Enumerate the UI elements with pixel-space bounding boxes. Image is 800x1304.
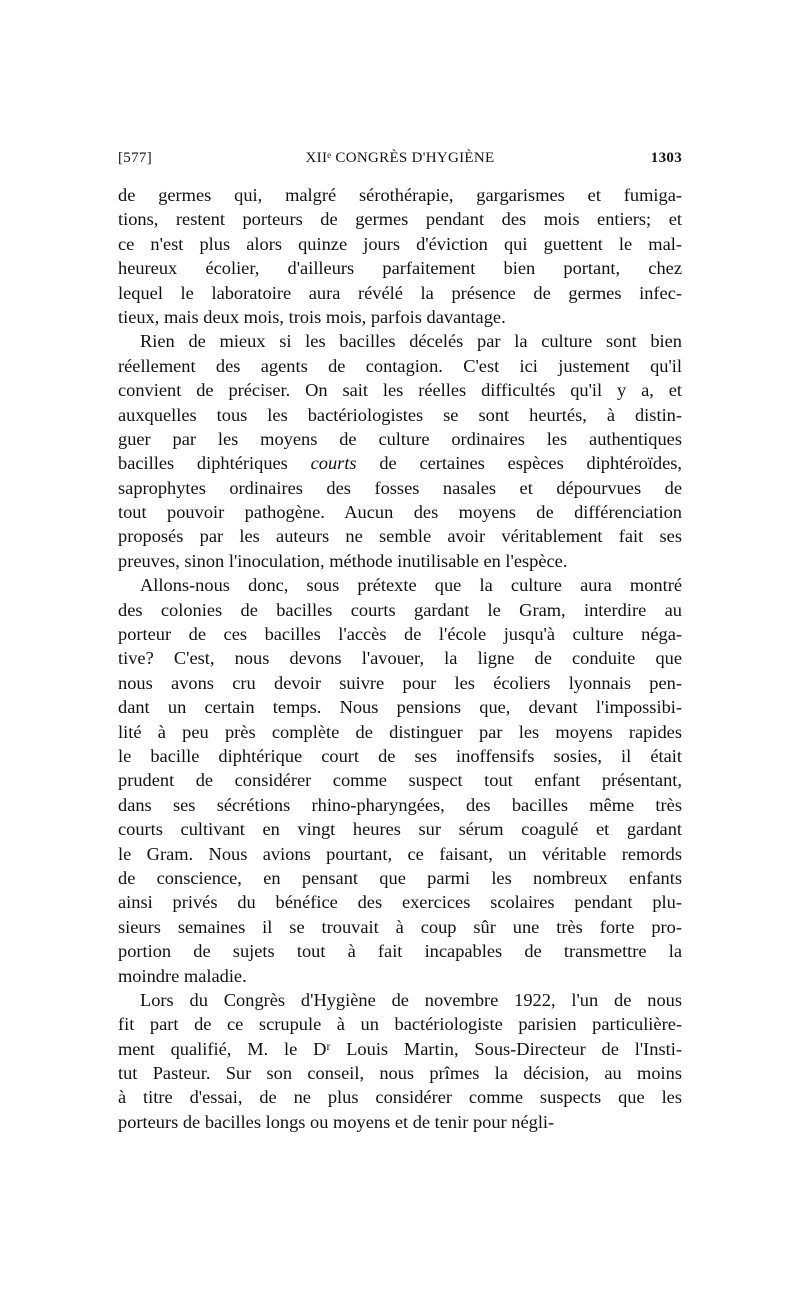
text-line: tieux, mais deux mois, trois mois, parfois davantage.: [118, 306, 506, 327]
text-line: fit part de ce scrupule à un bactériologiste parisien particulière-: [118, 1014, 682, 1035]
text-line: guer par les moyens de culture ordinaires les authentiques: [118, 428, 682, 449]
text-line: de germes qui, malgré sérothérapie, gargarismes et fumiga-: [118, 185, 682, 205]
paragraph: [118, 183, 682, 329]
text-line: ment qualifié, M. le Dʳ Louis Martin, Sous-Directeur de l'Insti-: [118, 1038, 682, 1059]
text-line: Rien de mieux si les bacilles décelés par la culture sont bien: [140, 331, 682, 352]
text-line: de conscience, en pensant que parmi les nombreux enfants: [118, 867, 682, 888]
text-line: proposés par les auteurs ne semble avoir véritablement fait ses: [118, 526, 682, 547]
text-line: ainsi privés du bénéfice des exercices scolaires pendant plu-: [118, 892, 682, 913]
text-line: heureux écolier, d'ailleurs parfaitement bien portant, chez: [118, 258, 682, 279]
paragraph: [118, 329, 682, 573]
text-line: porteur de ces bacilles l'accès de l'école jusqu'à culture néga-: [118, 624, 682, 645]
text-line: nous avons cru devoir suivre pour les écoliers lyonnais pen-: [118, 672, 682, 693]
text-line: le Gram. Nous avions pourtant, ce faisant, un véritable remords: [118, 843, 682, 864]
text-line: preuves, sinon l'inoculation, méthode inutilisable en l'espèce.: [118, 550, 568, 571]
header-bracket-page-ref: [577]: [118, 150, 152, 166]
text-line: tions, restent porteurs de germes pendant des mois entiers; et: [118, 209, 682, 230]
text-line: à titre d'essai, de ne plus considérer comme suspects que les: [118, 1087, 682, 1108]
text-line: courts cultivant en vingt heures sur sérum coagulé et gardant: [118, 819, 682, 840]
text-line: saprophytes ordinaires des fosses nasales et dépourvues de: [118, 477, 682, 498]
text-line: sieurs semaines il se trouvait à coup sûr une très forte pro-: [118, 916, 682, 937]
text-line: Allons-nous donc, sous prétexte que la culture aura montré: [140, 575, 682, 596]
body-text: [118, 183, 682, 1134]
text-line: Lors du Congrès d'Hygiène de novembre 1922, l'un de nous: [140, 989, 682, 1010]
text-line: prudent de considérer comme suspect tout enfant présentant,: [118, 770, 682, 791]
text-line: moindre maladie.: [118, 965, 247, 986]
text-line: tut Pasteur. Sur son conseil, nous prîmes la décision, au moins: [118, 1063, 682, 1084]
text-line: dant un certain temps. Nous pensions que, devant l'impossibi-: [118, 697, 682, 718]
text-line: tive? C'est, nous devons l'avouer, la ligne de conduite que: [118, 648, 682, 669]
text-line: portion de sujets tout à fait incapables de transmettre la: [118, 941, 682, 962]
running-header: [118, 150, 682, 172]
text-line: le bacille diphtérique court de ses inoffensifs sosies, il était: [118, 745, 682, 766]
text-line: tout pouvoir pathogène. Aucun des moyens de différenciation: [118, 502, 682, 523]
text-line: lequel le laboratoire aura révélé la présence de germes infec-: [118, 282, 682, 303]
text-line: réellement des agents de contagion. C'est ici justement qu'il: [118, 355, 682, 376]
text-line: porteurs de bacilles longs ou moyens et de tenir pour négli-: [118, 1111, 555, 1132]
text-line: ce n'est plus alors quinze jours d'éviction qui guettent le mal-: [118, 233, 682, 254]
paragraph: [118, 988, 682, 1134]
header-title: XIIᵉ CONGRÈS D'HYGIÈNE: [305, 150, 495, 166]
paragraph: [118, 573, 682, 988]
page-number: 1303: [650, 150, 682, 166]
text-line: des colonies de bacilles courts gardant le Gram, interdire au: [118, 599, 682, 620]
text-line: bacilles diphtériques courts de certaines espèces diphtéroïdes,: [118, 453, 683, 474]
text-line: lité à peu près complète de distinguer par les moyens rapides: [118, 721, 682, 742]
text-line: convient de préciser. On sait les réelles difficultés qu'il y a, et: [118, 380, 682, 401]
text-line: dans ses sécrétions rhino-pharyngées, des bacilles même très: [118, 794, 682, 815]
text-line: auxquelles tous les bactériologistes se sont heurtés, à distin-: [118, 404, 682, 425]
